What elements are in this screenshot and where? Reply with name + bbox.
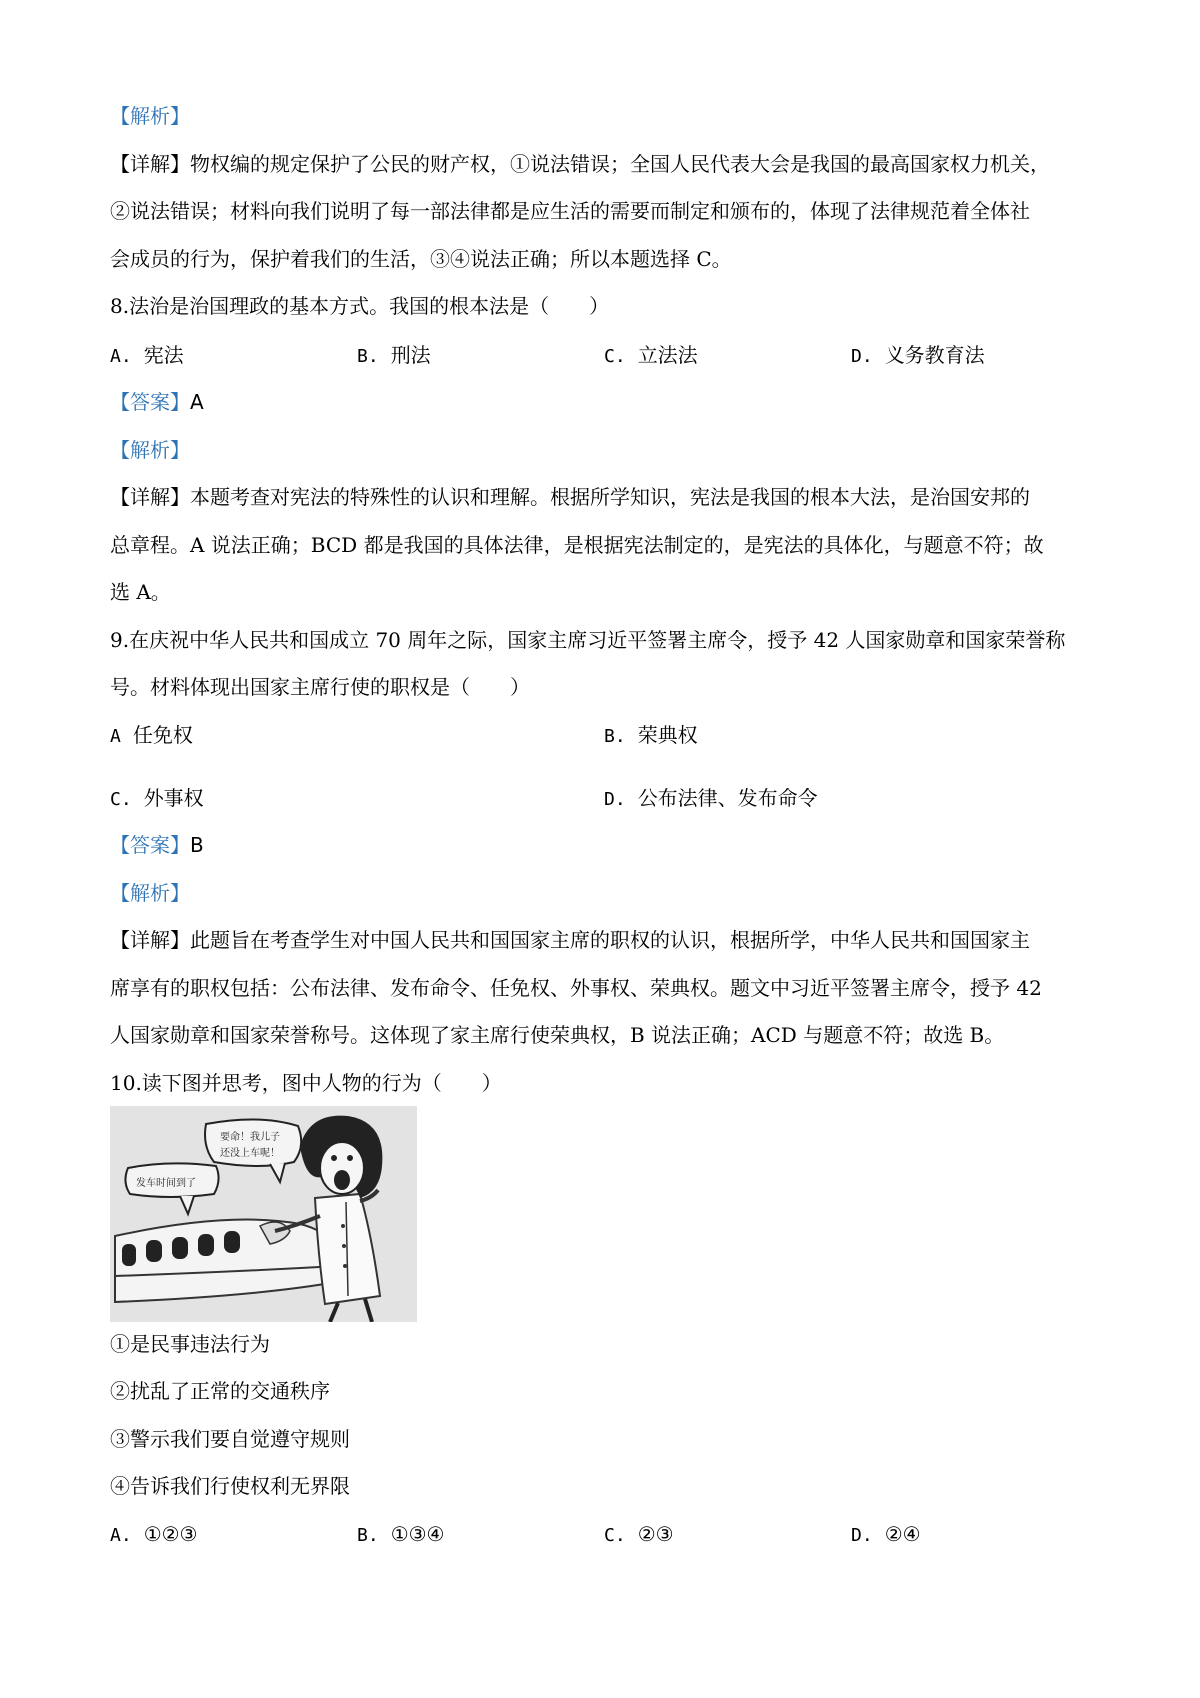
q8-detail-line-2: 总章程。A 说法正确；BCD 都是我国的具体法律，是根据宪法制定的，是宪法的具体化，与题意不符；故 [110, 533, 1044, 557]
q7-detail-line-3: 会成员的行为，保护着我们的生活，③④说法正确；所以本题选择 C。 [110, 247, 732, 271]
q10-statement-3: ③警示我们要自觉遵守规则 [110, 1427, 350, 1451]
q9-option-d: D. 公布法律、发布命令 [604, 786, 818, 810]
q10-statement-1: ①是民事违法行为 [110, 1332, 270, 1356]
q10-option-b: B. ①③④ [357, 1522, 445, 1546]
bubble-left-text: 发车时间到了 [136, 1178, 196, 1189]
cartoon-figure [110, 1106, 417, 1322]
q8-option-d: D. 义务教育法 [851, 343, 985, 367]
q8-stem: 8.法治是治国理政的基本方式。我国的根本法是（ ） [110, 294, 610, 318]
q9-option-b: B. 荣典权 [604, 723, 698, 747]
q8-answer: 【答案】A [110, 390, 204, 414]
q9-detail-line-3: 人国家勋章和国家荣誉称号。这体现了家主席行使荣典权，B 说法正确；ACD 与题意不符；故选 B。 [110, 1023, 1005, 1047]
q8-detail-line-3: 选 A。 [110, 580, 171, 604]
q9-stem-line-2: 号。材料体现出国家主席行使的职权是（ ） [110, 675, 530, 699]
q9-option-c: C. 外事权 [110, 786, 204, 810]
q10-option-a: A. ①②③ [110, 1522, 198, 1546]
q8-option-b: B. 刑法 [357, 343, 431, 367]
q8-option-a: A. 宪法 [110, 343, 184, 367]
q7-detail-line-1: 【详解】物权编的规定保护了公民的财产权，①说法错误；全国人民代表大会是我国的最高国家权力机关， [110, 152, 1050, 176]
q10-option-d: D. ②④ [851, 1522, 921, 1546]
q10-option-c: C. ②③ [604, 1522, 674, 1546]
q10-stem: 10.读下图并思考，图中人物的行为（ ） [110, 1071, 502, 1095]
q8-analysis-label: 【解析】 [110, 438, 190, 462]
q7-analysis-label: 【解析】 [110, 104, 190, 128]
q10-statement-2: ②扰乱了正常的交通秩序 [110, 1379, 330, 1403]
q10-statement-4: ④告诉我们行使权利无界限 [110, 1474, 350, 1498]
q9-stem-line-1: 9.在庆祝中华人民共和国成立 70 周年之际，国家主席习近平签署主席令，授予 42 人国家勋章和国家荣誉称 [110, 628, 1066, 652]
q9-answer: 【答案】B [110, 833, 204, 857]
q9-detail-line-2: 席享有的职权包括：公布法律、发布命令、任免权、外事权、荣典权。题文中习近平签署主席令，授予 42 [110, 976, 1042, 1000]
q9-option-a: A 任免权 [110, 723, 193, 747]
q9-analysis-label: 【解析】 [110, 881, 190, 905]
q8-option-c: C. 立法法 [604, 343, 698, 367]
q9-detail-line-1: 【详解】此题旨在考查学生对中国人民共和国国家主席的职权的认识，根据所学，中华人民共和国国家主 [110, 928, 1030, 952]
bubble-top-text-2: 还没上车呢！ [220, 1148, 280, 1159]
q7-detail-line-2: ②说法错误；材料向我们说明了每一部法律都是应生活的需要而制定和颁布的，体现了法律规范着全体社 [110, 199, 1030, 223]
q8-detail-line-1: 【详解】本题考查对宪法的特殊性的认识和理解。根据所学知识，宪法是我国的根本大法，是治国安邦的 [110, 485, 1030, 509]
bubble-top-text-1: 要命！我儿子 [220, 1132, 280, 1143]
cartoon-illustration [110, 1106, 417, 1322]
